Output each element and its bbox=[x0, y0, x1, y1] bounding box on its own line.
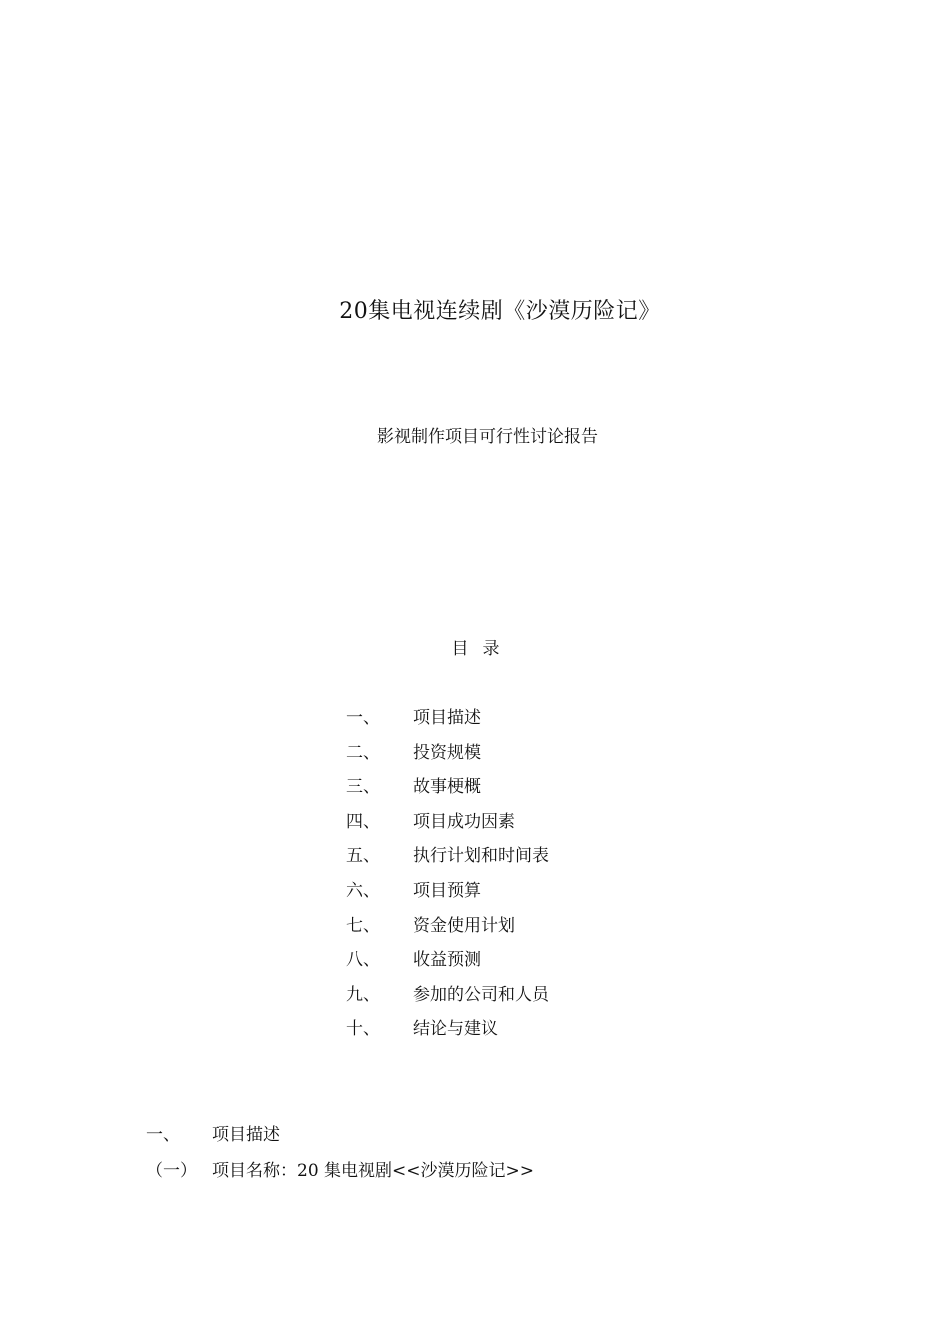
toc-item-label: 执行计划和时间表 bbox=[413, 846, 549, 867]
toc-item-number: 九、 bbox=[346, 984, 380, 1005]
subsection-number: （一） bbox=[146, 1161, 197, 1181]
toc-item-number: 三、 bbox=[346, 777, 380, 798]
toc-item-number: 六、 bbox=[346, 880, 380, 901]
toc-item-label: 项目描述 bbox=[413, 708, 481, 728]
toc-item bbox=[346, 772, 549, 807]
toc-item bbox=[346, 807, 549, 842]
toc-item-number: 四、 bbox=[346, 811, 380, 832]
toc-item bbox=[346, 911, 549, 946]
toc-item bbox=[346, 876, 549, 911]
toc-item-label: 故事梗概 bbox=[413, 777, 481, 798]
section-heading bbox=[146, 1120, 280, 1145]
toc-item-number: 八、 bbox=[346, 950, 380, 971]
toc-item bbox=[346, 703, 549, 738]
toc-item-label: 资金使用计划 bbox=[413, 915, 515, 936]
toc-item bbox=[346, 980, 549, 1015]
document-title: 20集电视连续剧《沙漠历险记》 bbox=[339, 299, 661, 324]
toc-item-number: 二、 bbox=[346, 742, 380, 763]
toc-item-number: 十、 bbox=[346, 1019, 380, 1040]
project-name-line bbox=[146, 1156, 534, 1181]
toc-item-label: 收益预测 bbox=[413, 950, 481, 971]
toc-item-number: 五、 bbox=[346, 846, 380, 867]
section-title: 项目描述 bbox=[212, 1125, 280, 1145]
table-of-contents bbox=[346, 703, 549, 1049]
toc-item bbox=[346, 841, 549, 876]
toc-item-number: 七、 bbox=[346, 915, 380, 936]
toc-heading: 目录 bbox=[451, 639, 514, 659]
toc-item-number: 一、 bbox=[346, 708, 380, 728]
toc-item bbox=[346, 1014, 549, 1049]
toc-item-label: 投资规模 bbox=[413, 742, 481, 763]
toc-item-label: 结论与建议 bbox=[413, 1019, 498, 1040]
toc-item-label: 项目成功因素 bbox=[413, 811, 515, 832]
toc-item-label: 参加的公司和人员 bbox=[413, 984, 549, 1005]
section-number: 一、 bbox=[146, 1125, 180, 1145]
document-subtitle: 影视制作项目可行性讨论报告 bbox=[377, 427, 598, 447]
toc-item bbox=[346, 945, 549, 980]
project-name-text: 项目名称：20 集电视剧<<沙漠历险记>> bbox=[212, 1161, 535, 1181]
toc-item bbox=[346, 738, 549, 773]
toc-item-label: 项目预算 bbox=[413, 880, 481, 901]
